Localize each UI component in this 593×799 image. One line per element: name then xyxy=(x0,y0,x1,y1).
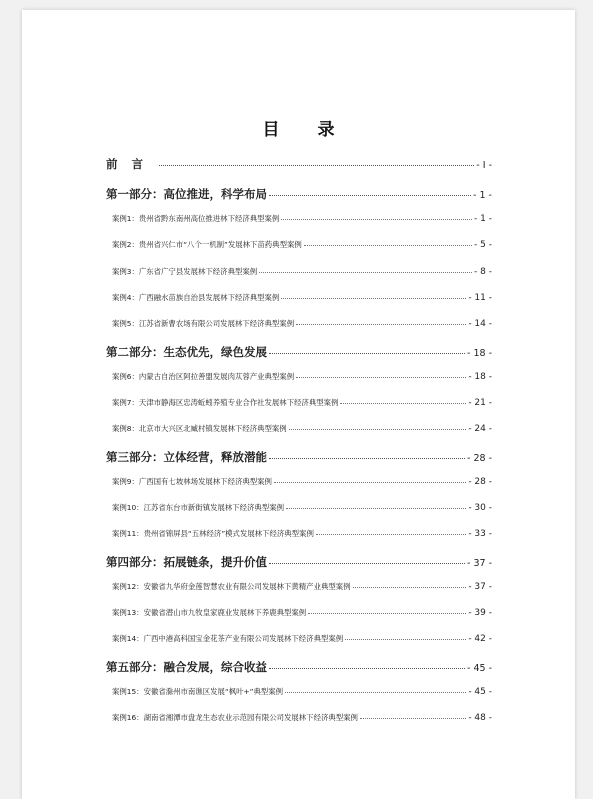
toc-entry-label: 案例9：广西国有七坡林场发展林下经济典型案例 xyxy=(112,477,272,486)
toc-section-entry[interactable] xyxy=(106,344,492,360)
toc-section-entry[interactable] xyxy=(106,449,492,465)
dot-leader xyxy=(269,458,465,459)
toc-case-entry[interactable] xyxy=(112,607,492,618)
toc-page-number: - 1 - xyxy=(473,190,492,201)
toc-case-entry[interactable] xyxy=(112,292,492,303)
toc-entry-label: 案例6：内蒙古自治区阿拉善盟发展肉苁蓉产业典型案例 xyxy=(112,372,295,381)
toc-entry-label: 第四部分：拓展链条，提升价值 xyxy=(106,555,267,569)
toc-entry-label: 第一部分：高位推进，科学布局 xyxy=(106,187,267,201)
toc-case-entry[interactable] xyxy=(112,397,492,408)
toc-page-number: - 37 - xyxy=(468,582,492,592)
toc-entry-label: 案例5：江苏省新曹农场有限公司发展林下经济典型案例 xyxy=(112,319,295,328)
toc-page-number: - 18 - xyxy=(467,348,492,359)
toc-page-number: - 11 - xyxy=(468,293,492,303)
toc-page-number: - 8 - xyxy=(474,267,492,277)
dot-leader xyxy=(345,639,466,640)
toc-page-number: - I - xyxy=(476,160,492,171)
toc-entry-label: 案例11：贵州省锦屏县“五林经济”模式发展林下经济典型案例 xyxy=(112,529,314,538)
toc-page-number: - 21 - xyxy=(468,398,492,408)
dot-leader xyxy=(340,403,466,404)
toc-section-entry[interactable] xyxy=(106,554,492,570)
toc-entry-label: 第三部分：立体经营，释放潜能 xyxy=(106,450,267,464)
toc-page-number: - 30 - xyxy=(468,503,492,513)
toc-entry-label: 案例12：安徽省九华府金莲智慧农业有限公司发展林下黄精产业典型案例 xyxy=(112,582,351,591)
toc-section-entry[interactable] xyxy=(106,156,492,172)
toc-page-number: - 28 - xyxy=(467,453,492,464)
dot-leader xyxy=(269,563,465,564)
toc-entry-label: 案例7：天津市静海区忠涛蚯蚓养殖专业合作社发展林下经济典型案例 xyxy=(112,398,339,407)
toc-case-entry[interactable] xyxy=(112,502,492,513)
toc-case-entry[interactable] xyxy=(112,423,492,434)
toc-case-entry[interactable] xyxy=(112,318,492,329)
toc-case-entry[interactable] xyxy=(112,371,492,382)
dot-leader xyxy=(259,272,472,273)
toc-entry-label: 第二部分：生态优先，绿色发展 xyxy=(106,345,267,359)
dot-leader xyxy=(289,429,467,430)
toc-page-number: - 33 - xyxy=(468,529,492,539)
toc-case-entry[interactable] xyxy=(112,266,492,277)
dot-leader xyxy=(360,718,466,719)
toc-case-entry[interactable] xyxy=(112,633,492,644)
toc-entry-label: 案例1：贵州省黔东南州高位推进林下经济典型案例 xyxy=(112,214,280,223)
toc-entry-label: 前言 xyxy=(106,157,157,171)
toc-entry-label: 案例8：北京市大兴区北臧村镇发展林下经济典型案例 xyxy=(112,424,287,433)
dot-leader xyxy=(353,587,467,588)
dot-leader xyxy=(285,692,466,693)
toc-page-number: - 42 - xyxy=(468,634,492,644)
toc-case-entry[interactable] xyxy=(112,528,492,539)
toc-page-number: - 45 - xyxy=(467,663,492,674)
toc-page-number: - 18 - xyxy=(468,372,492,382)
toc-page-number: - 39 - xyxy=(468,608,492,618)
toc-section-entry[interactable] xyxy=(106,186,492,202)
toc-entry-label: 案例13：安徽省潜山市九牧皇家鹿业发展林下养鹿典型案例 xyxy=(112,608,307,617)
table-of-contents xyxy=(22,10,575,799)
dot-leader xyxy=(269,353,465,354)
toc-case-entry[interactable] xyxy=(112,712,492,723)
toc-section-entry[interactable] xyxy=(106,659,492,675)
toc-entry-label: 案例3：广东省广宁县发展林下经济典型案例 xyxy=(112,267,258,276)
toc-page-number: - 45 - xyxy=(468,687,492,697)
dot-leader xyxy=(274,482,466,483)
toc-entry-label: 案例4：广西融水苗族自治县发展林下经济典型案例 xyxy=(112,293,280,302)
toc-entry-label: 案例2：贵州省兴仁市“八个一机制”发展林下苗药典型案例 xyxy=(112,240,302,249)
toc-page-number: - 28 - xyxy=(468,477,492,487)
toc-page-number: - 1 - xyxy=(474,214,492,224)
toc-page-number: - 37 - xyxy=(467,558,492,569)
toc-entry-label: 第五部分：融合发展，综合收益 xyxy=(106,660,267,674)
dot-leader xyxy=(316,534,466,535)
toc-title: 目 录 xyxy=(262,120,351,140)
dot-leader xyxy=(269,195,471,196)
toc-case-entry[interactable] xyxy=(112,581,492,592)
toc-case-entry[interactable] xyxy=(112,686,492,697)
dot-leader xyxy=(296,324,466,325)
toc-entry-label: 案例15：安徽省滁州市南谯区发展“枫叶+”典型案例 xyxy=(112,687,284,696)
dot-leader xyxy=(304,245,472,246)
toc-entry-label: 案例10：江苏省东台市新街镇发展林下经济典型案例 xyxy=(112,503,285,512)
dot-leader xyxy=(286,508,466,509)
toc-case-entry[interactable] xyxy=(112,476,492,487)
dot-leader xyxy=(281,298,466,299)
dot-leader xyxy=(159,165,474,166)
toc-entry-label: 案例14：广西中港高科国宝金花茶产业有限公司发展林下经济典型案例 xyxy=(112,634,344,643)
dot-leader xyxy=(308,613,466,614)
dot-leader xyxy=(296,377,466,378)
toc-entry-label: 案例16：湖南省湘潭市盘龙生态农业示范园有限公司发展林下经济典型案例 xyxy=(112,713,358,722)
toc-case-entry[interactable] xyxy=(112,213,492,224)
toc-page-number: - 24 - xyxy=(468,424,492,434)
toc-page-number: - 14 - xyxy=(468,319,492,329)
dot-leader xyxy=(269,668,465,669)
toc-case-entry[interactable] xyxy=(112,239,492,250)
dot-leader xyxy=(281,219,472,220)
document-page xyxy=(22,10,575,799)
toc-page-number: - 5 - xyxy=(474,240,492,250)
toc-page-number: - 48 - xyxy=(468,713,492,723)
